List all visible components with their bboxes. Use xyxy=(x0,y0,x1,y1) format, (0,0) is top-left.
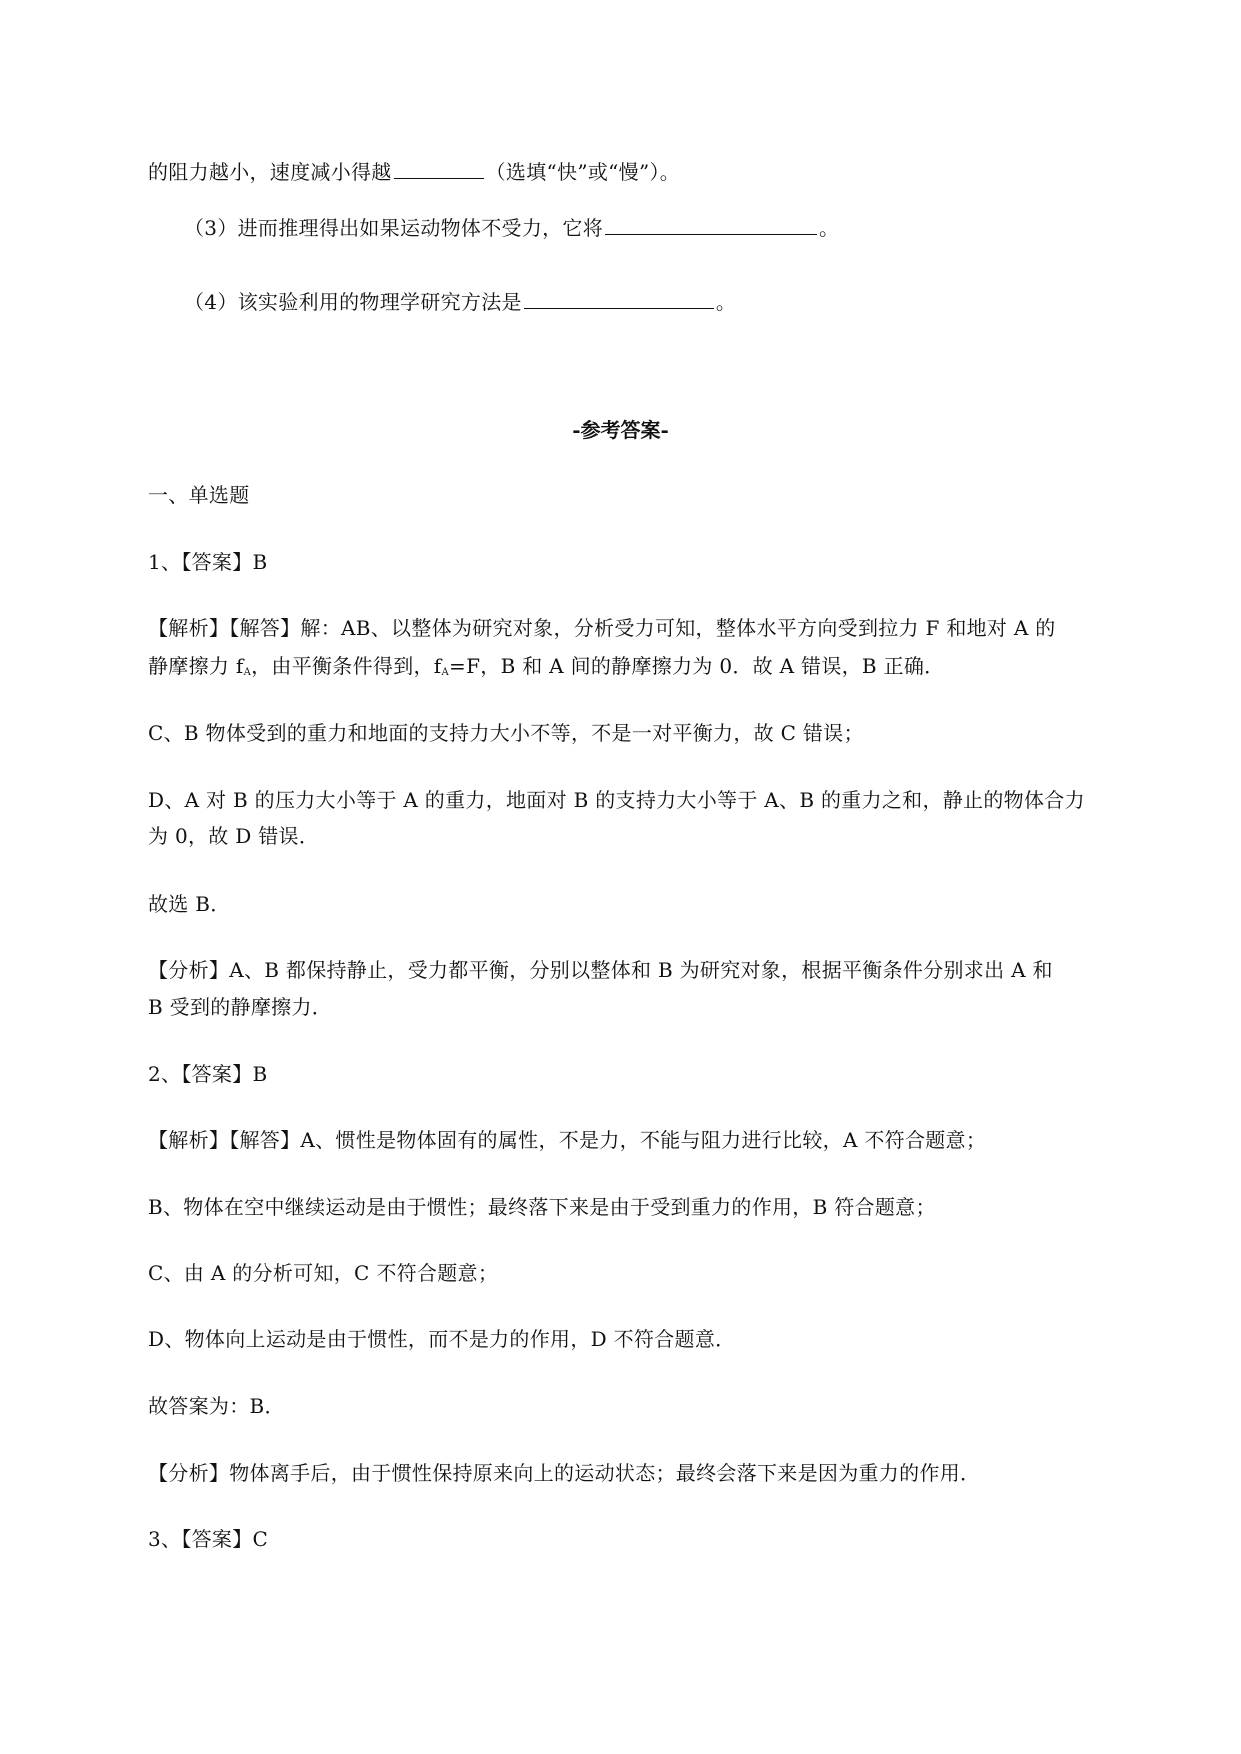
q2-analysis-a: 【解析】【解答】A、惯性是物体固有的属性，不是力，不能与阻力进行比较，A 不符合题意； xyxy=(148,1128,987,1152)
q2-analysis-d: D、物体向上运动是由于惯性，而不是力的作用，D 不符合题意． xyxy=(148,1327,736,1351)
q2-fenxi: 【分析】物体离手后，由于惯性保持原来向上的运动状态；最终会落下来是因为重力的作用． xyxy=(148,1461,981,1485)
q2-final: 故答案为：B． xyxy=(148,1394,285,1418)
q1-option-d-line-1: D、A 对 B 的压力大小等于 A 的重力，地面对 B 的支持力大小等于 A、B 的重力之和，静止的物体合力 xyxy=(148,788,1085,812)
question-line-fill-speed xyxy=(148,156,680,186)
q1-analysis-text-b: ，由平衡条件得到，f xyxy=(251,654,442,678)
line-a-suffix: （选填“快”或“慢”）。 xyxy=(485,160,681,184)
q2-analysis-c: C、由 A 的分析可知，C 不符合题意； xyxy=(148,1261,499,1285)
q1-analysis-text-c: =F，B 和 A 间的静摩擦力为 0．故 A 错误，B 正确． xyxy=(449,654,945,678)
q1-option-c: C、B 物体受到的重力和地面的支持力大小不等，不是一对平衡力，故 C 错误； xyxy=(148,721,864,745)
subscript-a: A xyxy=(243,667,252,678)
q1-fenxi-line-1: 【分析】A、B 都保持静止，受力都平衡，分别以整体和 B 为研究对象，根据平衡条件分别求出 A 和 xyxy=(148,958,1053,982)
q3-prefix: （3）进而推理得出如果运动物体不受力，它将 xyxy=(184,216,604,240)
answers-title: -参考答案- xyxy=(572,418,669,442)
q1-answer: 1、【答案】B xyxy=(148,550,268,574)
answer-blank[interactable] xyxy=(394,156,484,179)
question-3 xyxy=(184,212,839,242)
q1-fenxi-line-2: B 受到的静摩擦力． xyxy=(148,995,333,1019)
line-a-prefix: 的阻力越小，速度减小得越 xyxy=(148,160,392,184)
answer-blank[interactable] xyxy=(524,286,714,309)
q2-answer: 2、【答案】B xyxy=(148,1062,268,1086)
question-4 xyxy=(184,286,736,316)
subscript-a: A xyxy=(441,667,450,678)
q1-option-d-line-2: 为 0，故 D 错误． xyxy=(148,824,320,848)
q1-choose: 故选 B． xyxy=(148,892,231,916)
q1-analysis-line-2 xyxy=(148,652,944,687)
answer-blank[interactable] xyxy=(605,212,817,235)
q4-prefix: （4）该实验利用的物理学研究方法是 xyxy=(184,290,522,314)
q1-analysis-line-1: 【解析】【解答】解：AB、以整体为研究对象，分析受力可知，整体水平方向受到拉力 F 和地对 A 的 xyxy=(148,616,1056,640)
q4-suffix: 。 xyxy=(715,290,737,314)
section-heading: 一、单选题 xyxy=(148,483,250,507)
q3-answer: 3、【答案】C xyxy=(148,1527,269,1551)
q1-analysis-text-a: 静摩擦力 f xyxy=(148,654,244,678)
q2-analysis-b: B、物体在空中继续运动是由于惯性；最终落下来是由于受到重力的作用，B 符合题意； xyxy=(148,1195,936,1219)
q3-suffix: 。 xyxy=(819,216,840,240)
